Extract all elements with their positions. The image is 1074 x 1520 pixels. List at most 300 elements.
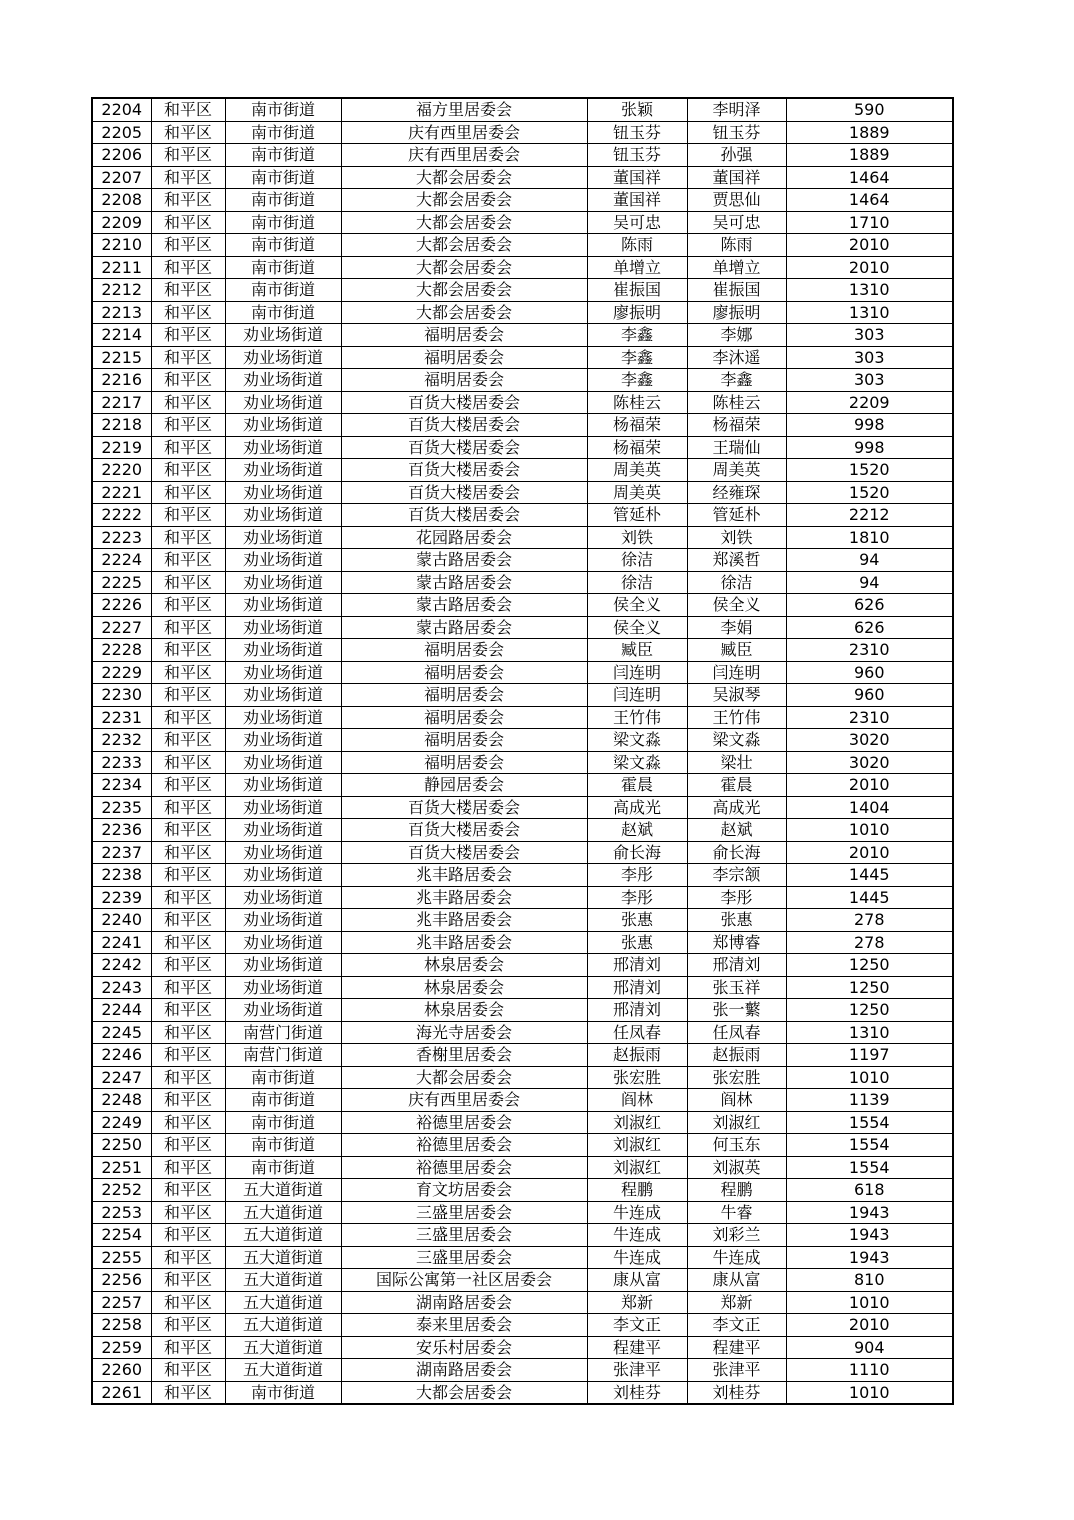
table-row bbox=[92, 729, 953, 752]
row-number-cell: 2239 bbox=[92, 886, 151, 909]
district-cell: 和平区 bbox=[151, 729, 225, 752]
member-cell: 侯全义 bbox=[687, 594, 786, 617]
table-row bbox=[92, 796, 953, 819]
street-cell: 劝业场街道 bbox=[225, 504, 341, 527]
district-cell: 和平区 bbox=[151, 886, 225, 909]
amount-cell: 1197 bbox=[786, 1044, 953, 1067]
member-cell: 刘彩兰 bbox=[687, 1224, 786, 1247]
householder-cell: 阎林 bbox=[587, 1089, 687, 1112]
member-cell: 张惠 bbox=[687, 909, 786, 932]
row-number-cell: 2236 bbox=[92, 819, 151, 842]
street-cell: 南市街道 bbox=[225, 1134, 341, 1157]
row-number-cell: 2242 bbox=[92, 954, 151, 977]
member-cell: 刘淑红 bbox=[687, 1111, 786, 1134]
table-row bbox=[92, 639, 953, 662]
row-number-cell: 2212 bbox=[92, 279, 151, 302]
street-cell: 劝业场街道 bbox=[225, 954, 341, 977]
amount-cell: 278 bbox=[786, 909, 953, 932]
amount-cell: 1250 bbox=[786, 976, 953, 999]
row-number-cell: 2232 bbox=[92, 729, 151, 752]
table-row bbox=[92, 189, 953, 212]
committee-cell: 庆有西里居委会 bbox=[341, 144, 587, 167]
row-number-cell: 2254 bbox=[92, 1224, 151, 1247]
district-cell: 和平区 bbox=[151, 1156, 225, 1179]
member-cell: 孙强 bbox=[687, 144, 786, 167]
district-cell: 和平区 bbox=[151, 1089, 225, 1112]
street-cell: 劝业场街道 bbox=[225, 549, 341, 572]
householder-cell: 周美英 bbox=[587, 481, 687, 504]
householder-cell: 李彤 bbox=[587, 864, 687, 887]
row-number-cell: 2206 bbox=[92, 144, 151, 167]
householder-cell: 李彤 bbox=[587, 886, 687, 909]
table-row bbox=[92, 1246, 953, 1269]
district-cell: 和平区 bbox=[151, 976, 225, 999]
district-cell: 和平区 bbox=[151, 1246, 225, 1269]
street-cell: 劝业场街道 bbox=[225, 526, 341, 549]
amount-cell: 1520 bbox=[786, 459, 953, 482]
street-cell: 劝业场街道 bbox=[225, 774, 341, 797]
row-number-cell: 2204 bbox=[92, 98, 151, 121]
member-cell: 邢清刘 bbox=[687, 954, 786, 977]
district-cell: 和平区 bbox=[151, 346, 225, 369]
district-cell: 和平区 bbox=[151, 1314, 225, 1337]
row-number-cell: 2251 bbox=[92, 1156, 151, 1179]
row-number-cell: 2218 bbox=[92, 414, 151, 437]
table-row bbox=[92, 301, 953, 324]
householder-cell: 刘淑红 bbox=[587, 1111, 687, 1134]
householder-cell: 侯全义 bbox=[587, 616, 687, 639]
table-row bbox=[92, 774, 953, 797]
householder-cell: 周美英 bbox=[587, 459, 687, 482]
district-cell: 和平区 bbox=[151, 909, 225, 932]
row-number-cell: 2215 bbox=[92, 346, 151, 369]
householder-cell: 王竹伟 bbox=[587, 706, 687, 729]
householder-cell: 邢清刘 bbox=[587, 976, 687, 999]
committee-cell: 大都会居委会 bbox=[341, 211, 587, 234]
amount-cell: 94 bbox=[786, 571, 953, 594]
amount-cell: 1445 bbox=[786, 886, 953, 909]
committee-cell: 大都会居委会 bbox=[341, 256, 587, 279]
householder-cell: 董国祥 bbox=[587, 189, 687, 212]
committee-cell: 兆丰路居委会 bbox=[341, 886, 587, 909]
amount-cell: 1250 bbox=[786, 954, 953, 977]
row-number-cell: 2261 bbox=[92, 1381, 151, 1404]
member-cell: 李娟 bbox=[687, 616, 786, 639]
district-cell: 和平区 bbox=[151, 594, 225, 617]
table-row bbox=[92, 1336, 953, 1359]
householder-cell: 刘桂芬 bbox=[587, 1381, 687, 1404]
district-cell: 和平区 bbox=[151, 1359, 225, 1382]
row-number-cell: 2247 bbox=[92, 1066, 151, 1089]
street-cell: 五大道街道 bbox=[225, 1359, 341, 1382]
district-cell: 和平区 bbox=[151, 796, 225, 819]
row-number-cell: 2226 bbox=[92, 594, 151, 617]
district-cell: 和平区 bbox=[151, 1134, 225, 1157]
street-cell: 南市街道 bbox=[225, 1156, 341, 1179]
member-cell: 刘铁 bbox=[687, 526, 786, 549]
street-cell: 南市街道 bbox=[225, 144, 341, 167]
householder-cell: 钮玉芬 bbox=[587, 144, 687, 167]
table-row bbox=[92, 841, 953, 864]
householder-cell: 杨福荣 bbox=[587, 436, 687, 459]
table-row bbox=[92, 391, 953, 414]
householder-cell: 牛连成 bbox=[587, 1201, 687, 1224]
member-cell: 程建平 bbox=[687, 1336, 786, 1359]
district-cell: 和平区 bbox=[151, 1044, 225, 1067]
householder-cell: 李文正 bbox=[587, 1314, 687, 1337]
district-cell: 和平区 bbox=[151, 639, 225, 662]
street-cell: 南市街道 bbox=[225, 98, 341, 121]
street-cell: 劝业场街道 bbox=[225, 346, 341, 369]
amount-cell: 2010 bbox=[786, 841, 953, 864]
street-cell: 劝业场街道 bbox=[225, 414, 341, 437]
committee-cell: 林泉居委会 bbox=[341, 999, 587, 1022]
amount-cell: 3020 bbox=[786, 751, 953, 774]
committee-cell: 林泉居委会 bbox=[341, 954, 587, 977]
street-cell: 五大道街道 bbox=[225, 1314, 341, 1337]
householder-cell: 赵振雨 bbox=[587, 1044, 687, 1067]
member-cell: 周美英 bbox=[687, 459, 786, 482]
table-row bbox=[92, 144, 953, 167]
amount-cell: 2212 bbox=[786, 504, 953, 527]
street-cell: 南市街道 bbox=[225, 166, 341, 189]
table-row bbox=[92, 954, 953, 977]
row-number-cell: 2224 bbox=[92, 549, 151, 572]
street-cell: 劝业场街道 bbox=[225, 436, 341, 459]
committee-cell: 蒙古路居委会 bbox=[341, 549, 587, 572]
district-cell: 和平区 bbox=[151, 324, 225, 347]
table-row bbox=[92, 279, 953, 302]
row-number-cell: 2245 bbox=[92, 1021, 151, 1044]
row-number-cell: 2249 bbox=[92, 1111, 151, 1134]
amount-cell: 2010 bbox=[786, 774, 953, 797]
committee-cell: 福明居委会 bbox=[341, 346, 587, 369]
district-cell: 和平区 bbox=[151, 526, 225, 549]
amount-cell: 1010 bbox=[786, 1291, 953, 1314]
street-cell: 劝业场街道 bbox=[225, 819, 341, 842]
district-cell: 和平区 bbox=[151, 1269, 225, 1292]
committee-cell: 百货大楼居委会 bbox=[341, 481, 587, 504]
row-number-cell: 2211 bbox=[92, 256, 151, 279]
street-cell: 劝业场街道 bbox=[225, 369, 341, 392]
householder-cell: 程鹏 bbox=[587, 1179, 687, 1202]
district-cell: 和平区 bbox=[151, 211, 225, 234]
member-cell: 王瑞仙 bbox=[687, 436, 786, 459]
district-cell: 和平区 bbox=[151, 234, 225, 257]
table-row bbox=[92, 999, 953, 1022]
district-cell: 和平区 bbox=[151, 121, 225, 144]
table-row bbox=[92, 211, 953, 234]
committee-cell: 百货大楼居委会 bbox=[341, 436, 587, 459]
district-cell: 和平区 bbox=[151, 616, 225, 639]
member-cell: 廖振明 bbox=[687, 301, 786, 324]
householder-cell: 侯全义 bbox=[587, 594, 687, 617]
table-row bbox=[92, 1269, 953, 1292]
amount-cell: 2010 bbox=[786, 234, 953, 257]
committee-cell: 福明居委会 bbox=[341, 661, 587, 684]
amount-cell: 1943 bbox=[786, 1246, 953, 1269]
member-cell: 任凤春 bbox=[687, 1021, 786, 1044]
row-number-cell: 2228 bbox=[92, 639, 151, 662]
committee-cell: 大都会居委会 bbox=[341, 279, 587, 302]
table-row bbox=[92, 1156, 953, 1179]
street-cell: 南市街道 bbox=[225, 1111, 341, 1134]
member-cell: 吴可忠 bbox=[687, 211, 786, 234]
committee-cell: 裕德里居委会 bbox=[341, 1134, 587, 1157]
street-cell: 南营门街道 bbox=[225, 1021, 341, 1044]
district-cell: 和平区 bbox=[151, 414, 225, 437]
committee-cell: 大都会居委会 bbox=[341, 189, 587, 212]
district-cell: 和平区 bbox=[151, 1066, 225, 1089]
amount-cell: 1554 bbox=[786, 1111, 953, 1134]
table-row bbox=[92, 481, 953, 504]
table-row bbox=[92, 436, 953, 459]
amount-cell: 2010 bbox=[786, 256, 953, 279]
amount-cell: 1404 bbox=[786, 796, 953, 819]
member-cell: 陈雨 bbox=[687, 234, 786, 257]
row-number-cell: 2240 bbox=[92, 909, 151, 932]
row-number-cell: 2207 bbox=[92, 166, 151, 189]
table-row bbox=[92, 661, 953, 684]
amount-cell: 618 bbox=[786, 1179, 953, 1202]
amount-cell: 1110 bbox=[786, 1359, 953, 1382]
amount-cell: 1310 bbox=[786, 301, 953, 324]
table-row bbox=[92, 1111, 953, 1134]
member-cell: 钮玉芬 bbox=[687, 121, 786, 144]
street-cell: 劝业场街道 bbox=[225, 729, 341, 752]
district-cell: 和平区 bbox=[151, 706, 225, 729]
householder-cell: 邢清刘 bbox=[587, 999, 687, 1022]
committee-cell: 蒙古路居委会 bbox=[341, 571, 587, 594]
table-body bbox=[92, 98, 953, 1404]
street-cell: 劝业场街道 bbox=[225, 459, 341, 482]
district-cell: 和平区 bbox=[151, 391, 225, 414]
street-cell: 五大道街道 bbox=[225, 1269, 341, 1292]
committee-cell: 蒙古路居委会 bbox=[341, 594, 587, 617]
district-cell: 和平区 bbox=[151, 819, 225, 842]
amount-cell: 1889 bbox=[786, 144, 953, 167]
row-number-cell: 2241 bbox=[92, 931, 151, 954]
row-number-cell: 2223 bbox=[92, 526, 151, 549]
row-number-cell: 2217 bbox=[92, 391, 151, 414]
district-cell: 和平区 bbox=[151, 144, 225, 167]
committee-cell: 大都会居委会 bbox=[341, 1381, 587, 1404]
table-row bbox=[92, 909, 953, 932]
committee-cell: 福明居委会 bbox=[341, 751, 587, 774]
committee-cell: 兆丰路居委会 bbox=[341, 909, 587, 932]
street-cell: 劝业场街道 bbox=[225, 594, 341, 617]
committee-cell: 庆有西里居委会 bbox=[341, 121, 587, 144]
row-number-cell: 2238 bbox=[92, 864, 151, 887]
district-cell: 和平区 bbox=[151, 1336, 225, 1359]
table-row bbox=[92, 1044, 953, 1067]
row-number-cell: 2219 bbox=[92, 436, 151, 459]
row-number-cell: 2222 bbox=[92, 504, 151, 527]
householder-cell: 闫连明 bbox=[587, 684, 687, 707]
street-cell: 五大道街道 bbox=[225, 1224, 341, 1247]
street-cell: 劝业场街道 bbox=[225, 639, 341, 662]
table-row bbox=[92, 504, 953, 527]
table-row bbox=[92, 346, 953, 369]
table-row bbox=[92, 616, 953, 639]
committee-cell: 花园路居委会 bbox=[341, 526, 587, 549]
street-cell: 劝业场街道 bbox=[225, 751, 341, 774]
table-row bbox=[92, 864, 953, 887]
street-cell: 劝业场街道 bbox=[225, 481, 341, 504]
member-cell: 张玉祥 bbox=[687, 976, 786, 999]
committee-cell: 百货大楼居委会 bbox=[341, 391, 587, 414]
householder-cell: 康从富 bbox=[587, 1269, 687, 1292]
householder-cell: 张惠 bbox=[587, 909, 687, 932]
row-number-cell: 2227 bbox=[92, 616, 151, 639]
committee-cell: 裕德里居委会 bbox=[341, 1156, 587, 1179]
householder-cell: 邢清刘 bbox=[587, 954, 687, 977]
row-number-cell: 2233 bbox=[92, 751, 151, 774]
amount-cell: 2209 bbox=[786, 391, 953, 414]
committee-cell: 福方里居委会 bbox=[341, 98, 587, 121]
committee-cell: 裕德里居委会 bbox=[341, 1111, 587, 1134]
member-cell: 臧臣 bbox=[687, 639, 786, 662]
district-cell: 和平区 bbox=[151, 751, 225, 774]
district-cell: 和平区 bbox=[151, 841, 225, 864]
amount-cell: 1943 bbox=[786, 1224, 953, 1247]
district-cell: 和平区 bbox=[151, 931, 225, 954]
street-cell: 劝业场街道 bbox=[225, 324, 341, 347]
member-cell: 刘桂芬 bbox=[687, 1381, 786, 1404]
member-cell: 梁壮 bbox=[687, 751, 786, 774]
table-row bbox=[92, 256, 953, 279]
district-cell: 和平区 bbox=[151, 1201, 225, 1224]
district-cell: 和平区 bbox=[151, 684, 225, 707]
table-row bbox=[92, 1224, 953, 1247]
table-row bbox=[92, 98, 953, 121]
member-cell: 郑溪哲 bbox=[687, 549, 786, 572]
street-cell: 劝业场街道 bbox=[225, 976, 341, 999]
table-row bbox=[92, 571, 953, 594]
amount-cell: 94 bbox=[786, 549, 953, 572]
householder-cell: 单增立 bbox=[587, 256, 687, 279]
street-cell: 五大道街道 bbox=[225, 1336, 341, 1359]
row-number-cell: 2253 bbox=[92, 1201, 151, 1224]
row-number-cell: 2255 bbox=[92, 1246, 151, 1269]
table-row bbox=[92, 414, 953, 437]
amount-cell: 998 bbox=[786, 436, 953, 459]
householder-cell: 董国祥 bbox=[587, 166, 687, 189]
member-cell: 梁文淼 bbox=[687, 729, 786, 752]
committee-cell: 福明居委会 bbox=[341, 324, 587, 347]
householder-cell: 管延朴 bbox=[587, 504, 687, 527]
district-cell: 和平区 bbox=[151, 1224, 225, 1247]
row-number-cell: 2234 bbox=[92, 774, 151, 797]
row-number-cell: 2256 bbox=[92, 1269, 151, 1292]
member-cell: 李彤 bbox=[687, 886, 786, 909]
data-table bbox=[91, 97, 954, 1405]
amount-cell: 1810 bbox=[786, 526, 953, 549]
committee-cell: 国际公寓第一社区居委会 bbox=[341, 1269, 587, 1292]
row-number-cell: 2244 bbox=[92, 999, 151, 1022]
householder-cell: 张津平 bbox=[587, 1359, 687, 1382]
amount-cell: 2310 bbox=[786, 639, 953, 662]
committee-cell: 大都会居委会 bbox=[341, 301, 587, 324]
amount-cell: 1010 bbox=[786, 1066, 953, 1089]
street-cell: 南营门街道 bbox=[225, 1044, 341, 1067]
committee-cell: 百货大楼居委会 bbox=[341, 414, 587, 437]
row-number-cell: 2230 bbox=[92, 684, 151, 707]
committee-cell: 庆有西里居委会 bbox=[341, 1089, 587, 1112]
row-number-cell: 2205 bbox=[92, 121, 151, 144]
street-cell: 南市街道 bbox=[225, 211, 341, 234]
street-cell: 劝业场街道 bbox=[225, 571, 341, 594]
committee-cell: 泰来里居委会 bbox=[341, 1314, 587, 1337]
householder-cell: 牛连成 bbox=[587, 1224, 687, 1247]
district-cell: 和平区 bbox=[151, 459, 225, 482]
district-cell: 和平区 bbox=[151, 98, 225, 121]
table-row bbox=[92, 526, 953, 549]
member-cell: 赵振雨 bbox=[687, 1044, 786, 1067]
member-cell: 赵斌 bbox=[687, 819, 786, 842]
committee-cell: 福明居委会 bbox=[341, 369, 587, 392]
amount-cell: 960 bbox=[786, 661, 953, 684]
row-number-cell: 2252 bbox=[92, 1179, 151, 1202]
householder-cell: 刘淑红 bbox=[587, 1156, 687, 1179]
row-number-cell: 2260 bbox=[92, 1359, 151, 1382]
street-cell: 五大道街道 bbox=[225, 1246, 341, 1269]
committee-cell: 福明居委会 bbox=[341, 706, 587, 729]
district-cell: 和平区 bbox=[151, 864, 225, 887]
street-cell: 劝业场街道 bbox=[225, 391, 341, 414]
member-cell: 董国祥 bbox=[687, 166, 786, 189]
table-row bbox=[92, 1179, 953, 1202]
member-cell: 李鑫 bbox=[687, 369, 786, 392]
district-cell: 和平区 bbox=[151, 774, 225, 797]
table-row bbox=[92, 751, 953, 774]
amount-cell: 998 bbox=[786, 414, 953, 437]
committee-cell: 百货大楼居委会 bbox=[341, 504, 587, 527]
district-cell: 和平区 bbox=[151, 481, 225, 504]
member-cell: 张津平 bbox=[687, 1359, 786, 1382]
member-cell: 经雍琛 bbox=[687, 481, 786, 504]
committee-cell: 百货大楼居委会 bbox=[341, 841, 587, 864]
district-cell: 和平区 bbox=[151, 1291, 225, 1314]
row-number-cell: 2208 bbox=[92, 189, 151, 212]
member-cell: 张宏胜 bbox=[687, 1066, 786, 1089]
member-cell: 王竹伟 bbox=[687, 706, 786, 729]
committee-cell: 三盛里居委会 bbox=[341, 1246, 587, 1269]
district-cell: 和平区 bbox=[151, 256, 225, 279]
amount-cell: 1010 bbox=[786, 1381, 953, 1404]
street-cell: 劝业场街道 bbox=[225, 909, 341, 932]
district-cell: 和平区 bbox=[151, 279, 225, 302]
table-row bbox=[92, 1314, 953, 1337]
committee-cell: 三盛里居委会 bbox=[341, 1201, 587, 1224]
amount-cell: 1710 bbox=[786, 211, 953, 234]
district-cell: 和平区 bbox=[151, 1111, 225, 1134]
street-cell: 南市街道 bbox=[225, 301, 341, 324]
amount-cell: 1250 bbox=[786, 999, 953, 1022]
table-row bbox=[92, 1201, 953, 1224]
street-cell: 劝业场街道 bbox=[225, 931, 341, 954]
row-number-cell: 2231 bbox=[92, 706, 151, 729]
district-cell: 和平区 bbox=[151, 436, 225, 459]
householder-cell: 梁文淼 bbox=[587, 729, 687, 752]
street-cell: 劝业场街道 bbox=[225, 706, 341, 729]
member-cell: 吴淑琴 bbox=[687, 684, 786, 707]
table-row bbox=[92, 1089, 953, 1112]
householder-cell: 赵斌 bbox=[587, 819, 687, 842]
householder-cell: 钮玉芬 bbox=[587, 121, 687, 144]
row-number-cell: 2250 bbox=[92, 1134, 151, 1157]
amount-cell: 626 bbox=[786, 594, 953, 617]
